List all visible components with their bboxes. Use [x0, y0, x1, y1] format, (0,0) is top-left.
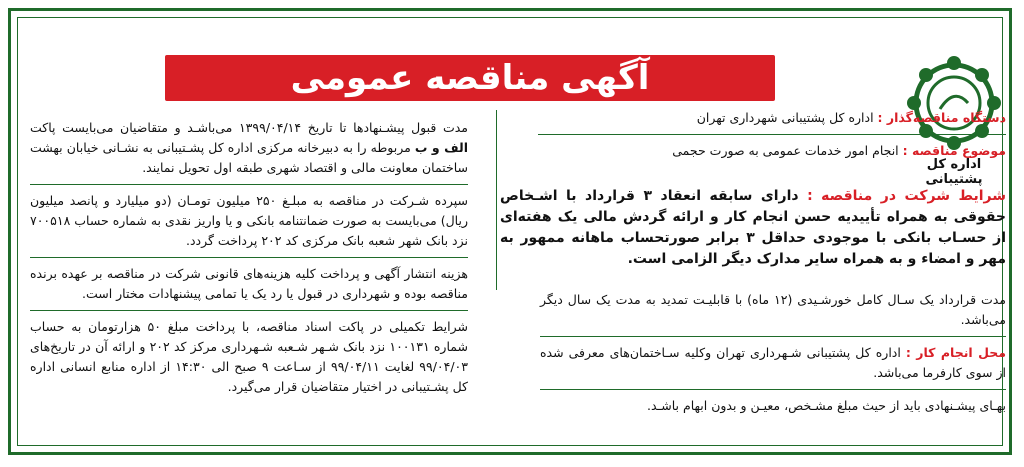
subject-label: موضوع مناقصه : — [902, 143, 1006, 158]
fees-text: هزینه انتشار آگهی و پرداخت کلیه هزینه‌های قانونی شرکت در مناقصه بر عهده برنده مناقصه بوده و شهرداری در قبول یا رد یک یا تمامی پیشنهادات مختار است. — [30, 266, 468, 301]
submission-deadline-text — [30, 118, 468, 178]
divider — [30, 310, 468, 311]
divider — [30, 184, 468, 185]
location-line — [540, 343, 1006, 383]
conditions-block — [500, 186, 1006, 270]
organizer-label: دستگاه مناقصه‌گذار : — [877, 110, 1006, 125]
subject-line — [538, 141, 1006, 161]
organizer-value: اداره کل پشتیبانی شهرداری تهران — [696, 110, 874, 125]
divider — [30, 257, 468, 258]
subject-value: انجام امور خدمات عمومی به صورت حجمی — [672, 143, 899, 158]
lower-right-column — [540, 290, 1006, 422]
documents-text: شرایط تکمیلی در پاکت اسناد مناقصه، با پرداخت مبلغ ۵۰ هزارتومان به حساب شماره ۱۰۰۱۳۱ نزد بانک شـهر شـعبه شـهرداری مرکز کد ۲۰۲ و ارائه آن در تاریخ‌های ۹۹/۰۴/۰۳ لغایت ۹۹/۰۴/۱۱ از سـاعت ۹ صبح الی ۱۴:۳۰ از اداره منابع انسانی اداره کل پشـتیبانی در اختیار متقاضیان قرار می‌گیرد. — [30, 319, 468, 394]
conditions-label: شرایط شرکت در مناقصه : — [807, 188, 1007, 204]
submission-text-a: مدت قبول پیشـنهادها تا تاریخ ۱۳۹۹/۰۴/۱۴ می‌باشـد و متقاضیان می‌بایست پاکت — [30, 120, 468, 135]
divider — [540, 336, 1006, 337]
envelope-label: الف و ب — [414, 140, 468, 155]
location-label: محل انجام کار : — [905, 345, 1006, 360]
organizer-line — [538, 108, 1006, 128]
divider — [538, 134, 1006, 135]
divider — [540, 389, 1006, 390]
submission-text-b: مربوطه را به دبیرخانه مرکزی اداره کل پشـتیبانی به نشـانی خیابان بهشت ساختمان معاونت مالی و اقتصاد شهری طبقه اول تحویل نمایند. — [30, 140, 468, 175]
left-column — [30, 118, 468, 403]
conditions-value: دارای سابقه انعقاد ۳ قرارداد با اشـخاص حقوقی به همراه تأییدیه حسن انجام کار و ارائه گردش مالی یک هفته‌ای از حسـاب بانکی با موجودی حداقل ۳ برابر صورتحساب ماهانه ممهور به مهر و امضاء و به همراه سایر مدارک دیگر الزامی است. — [500, 188, 1007, 267]
logo-caption: اداره کل پشتیبانی — [925, 157, 983, 187]
column-divider — [496, 110, 497, 290]
duration-text: مدت قرارداد یک سـال کامل خورشـیدی (۱۲ ماه) با قابلیـت تمدید به مدت یک سال دیگر می‌باشد. — [540, 292, 1006, 327]
location-value: اداره کل پشتیبانی شـهرداری تهران وکلیه سـاختمان‌های معرفی شده از سوی کارفرما می‌باشد. — [540, 345, 1006, 380]
deposit-text: سپرده شـرکت در مناقصه به مبلـغ ۲۵۰ میلیون تومـان (دو میلیارد و پانصد میلیون ریال) می‌بایست به صورت ضمانتنامه بانکی و یا واریز نقدی به شماره حساب ۷۰۰۵۱۸ نزد بانک شهر شعبه بانک مرکزی کد ۲۰۲ پرداخت گردد. — [30, 193, 468, 248]
price-text: بهـای پیشـنهادی باید از حیث مبلغ مشـخص، معیـن و بدون ابهام باشـد. — [647, 398, 1006, 413]
ad-title-banner: آگهی مناقصه عمومی — [165, 55, 775, 101]
right-column — [538, 108, 1006, 167]
